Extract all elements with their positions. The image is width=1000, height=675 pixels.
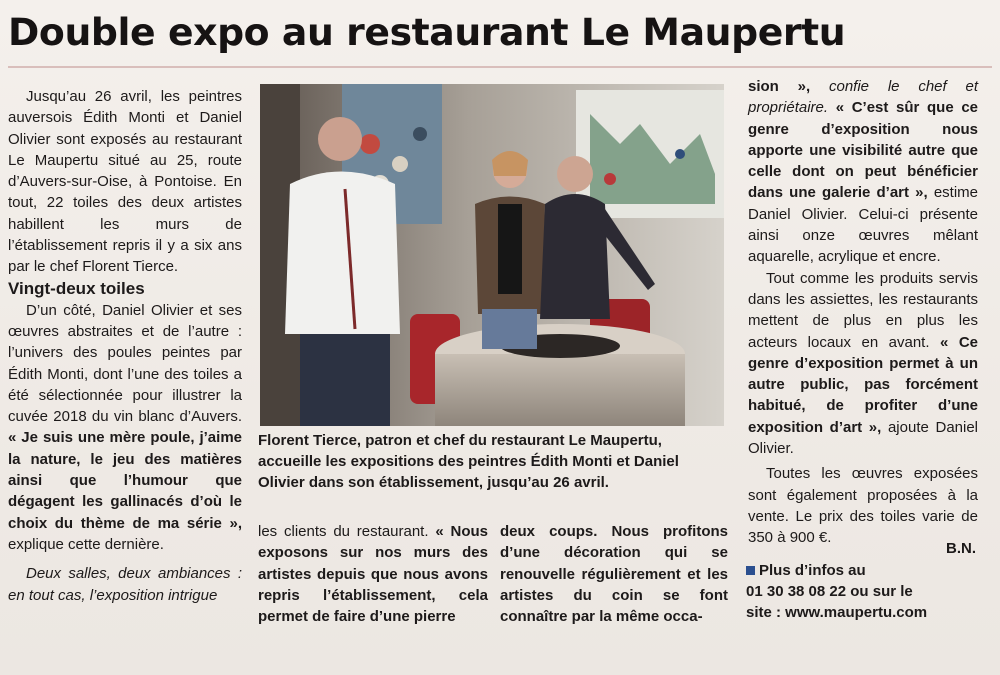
headline-rule xyxy=(8,66,992,68)
paragraph-text: confie le chef et propriétaire. xyxy=(748,78,979,117)
restaurant-photo-illustration xyxy=(260,84,724,426)
quote-text: « Nous exposons sur nos murs des artistes depuis que nous avons repris l’établissement, cela permet de faire d’une pierre xyxy=(258,523,488,626)
quote-text: « C’est sûr que ce genre d’exposition nous apporte une visibilité autre que celle dont on peut bénéficier dans une galerie d’art », xyxy=(748,99,979,202)
subheading: Vingt-deux toiles xyxy=(8,278,145,298)
quote-text: « Ce genre d’exposition permet à un autre public, pas forcément habitué, de profiter d’une exposition d’art », xyxy=(748,333,979,436)
paragraph-text: estime Daniel Olivier. Celui-ci présente ainsi onze œuvres mêlant aquarelle, acrylique et encre. xyxy=(748,184,978,266)
article-photo xyxy=(260,84,724,426)
article-column-1 xyxy=(8,86,242,606)
body-paragraph: Toutes les œuvres exposées sont également proposées à la vente. Le prix des toiles varie de 350 à 900 €. xyxy=(748,465,978,547)
body-paragraph xyxy=(8,300,242,556)
quote-text: deux coups. Nous profitons d’une décoration qui se renouvelle régulièrement et les artistes du coin se font connaître par la même occa- xyxy=(500,523,728,626)
article-column-2 xyxy=(258,521,488,627)
body-paragraph xyxy=(258,521,488,627)
body-paragraph xyxy=(748,76,978,268)
info-line-3: site : www.maupertu.com xyxy=(746,604,928,621)
square-bullet-icon xyxy=(746,566,755,575)
headline: Double expo au restaurant Le Maupertu xyxy=(8,11,846,54)
photo-caption: Florent Tierce, patron et chef du restaurant Le Maupertu, accueille les expositions des peintres Édith Monti et Daniel Olivier dans son établissement, jusqu’au 26 avril. xyxy=(258,432,679,491)
article-column-4 xyxy=(748,76,978,549)
intro-paragraph: Jusqu’au 26 avril, les peintres auversois Édith Monti et Daniel Olivier sont exposés au restaurant Le Maupertu situé au 25, route d’Auvers-sur-Oise, à Pontoise. En tout, 22 toiles des deux artistes habillent les murs de l’établissement repris il y a six ans par le chef Florent Tierce. xyxy=(8,88,242,276)
article-column-3 xyxy=(500,521,728,627)
quote-text: sion », xyxy=(748,78,811,95)
paragraph-text: les clients du restaurant. xyxy=(258,523,429,540)
body-paragraph-italic: Deux salles, deux ambiances : en tout cas, l’exposition intrigue xyxy=(8,565,242,604)
info-line xyxy=(746,560,986,581)
paragraph-text: explique cette dernière. xyxy=(8,535,164,553)
info-box xyxy=(746,560,986,623)
quote-text: « Je suis une mère poule, j’aime la nature, le jeu des matières ainsi que l’humour que dégagent les gallinacés d’où le choix du thème de ma série », xyxy=(8,429,242,532)
paragraph-text: D’un côté, Daniel Olivier et ses œuvres abstraites et de l’autre : l’univers des poules peintes par Édith Monti, dont l’une des toiles a été sélectionnée pour illustrer la cuvée 2018 du vin blanc d’Auvers. xyxy=(8,301,242,426)
info-line-2: 01 30 38 08 22 ou sur le xyxy=(746,583,913,600)
paragraph-text: ajoute Daniel Olivier. xyxy=(748,418,979,458)
author-signature: B.N. xyxy=(946,540,976,557)
info-line-1: Plus d’infos au xyxy=(759,562,866,579)
paragraph-text: Tout comme les produits servis dans les assiettes, les restaurants mettent de plus en plus les acteurs locaux en avant. xyxy=(748,269,978,351)
body-paragraph xyxy=(748,268,978,460)
